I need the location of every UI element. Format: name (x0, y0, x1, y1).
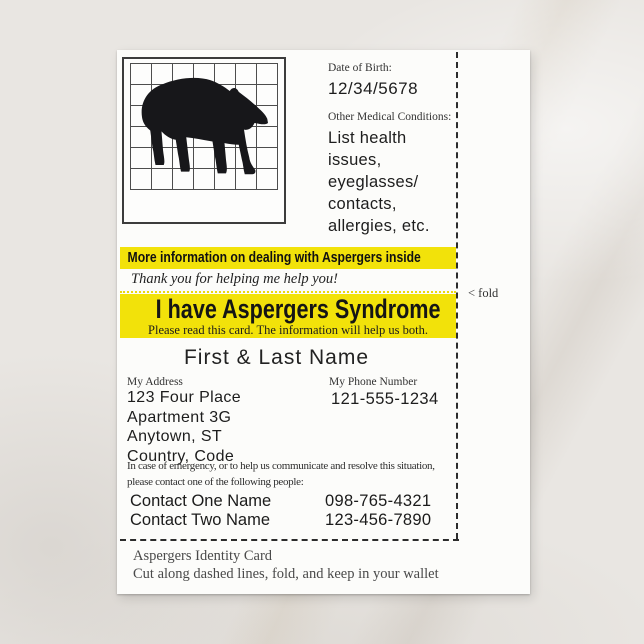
title-banner (120, 294, 456, 338)
contact-phone: 123-456-7890 (325, 511, 432, 529)
card-title: I have Aspergers Syndrome (155, 294, 441, 324)
address-line: Apartment 3G (127, 408, 232, 426)
contact-name: Contact One Name (130, 492, 272, 510)
contact-name: Contact Two Name (130, 511, 271, 529)
contact-phone: 098-765-4321 (325, 492, 432, 510)
fold-label: < fold (468, 286, 499, 300)
dob-value: 12/34/5678 (328, 79, 419, 98)
photo-frame (122, 57, 286, 224)
dob-label: Date of Birth: (328, 62, 392, 74)
emergency-note-line: In case of emergency, or to help us communicate and resolve this situation, (127, 460, 435, 472)
footer-instruction: Cut along dashed lines, fold, and keep in your wallet (133, 566, 439, 582)
medical-value: List health issues, eyeglasses/ contacts, allergies, etc. (328, 129, 430, 235)
address-block (127, 388, 241, 466)
emergency-note (127, 459, 435, 490)
address-label: My Address (127, 376, 183, 388)
address-line: Country, Code (127, 447, 235, 465)
info-banner (120, 247, 456, 269)
thank-you-note: Thank you for helping me help you! (131, 271, 338, 287)
fold-dotted-line (120, 291, 456, 293)
vertical-cut-dashed-line (456, 52, 458, 539)
emergency-note-line: please contact one of the following people: (127, 475, 304, 488)
horizontal-cut-dashed-line (120, 539, 459, 541)
address-line: Anytown, ST (127, 428, 223, 445)
medical-label: Other Medical Conditions: (328, 111, 452, 123)
footer-title: Aspergers Identity Card (133, 548, 273, 564)
card-subtitle: Please read this card. The information will help us both. (148, 323, 428, 337)
phone-value: 121-555-1234 (331, 390, 439, 408)
phone-label: My Phone Number (329, 376, 418, 388)
address-line: 123 Four Place (127, 389, 242, 406)
cardholder-name: First & Last Name (183, 346, 370, 369)
info-banner-text: More information on dealing with Aspergers inside (127, 250, 421, 266)
bear-silhouette-icon (130, 65, 280, 191)
postcard (117, 50, 530, 594)
info-column (328, 62, 460, 237)
